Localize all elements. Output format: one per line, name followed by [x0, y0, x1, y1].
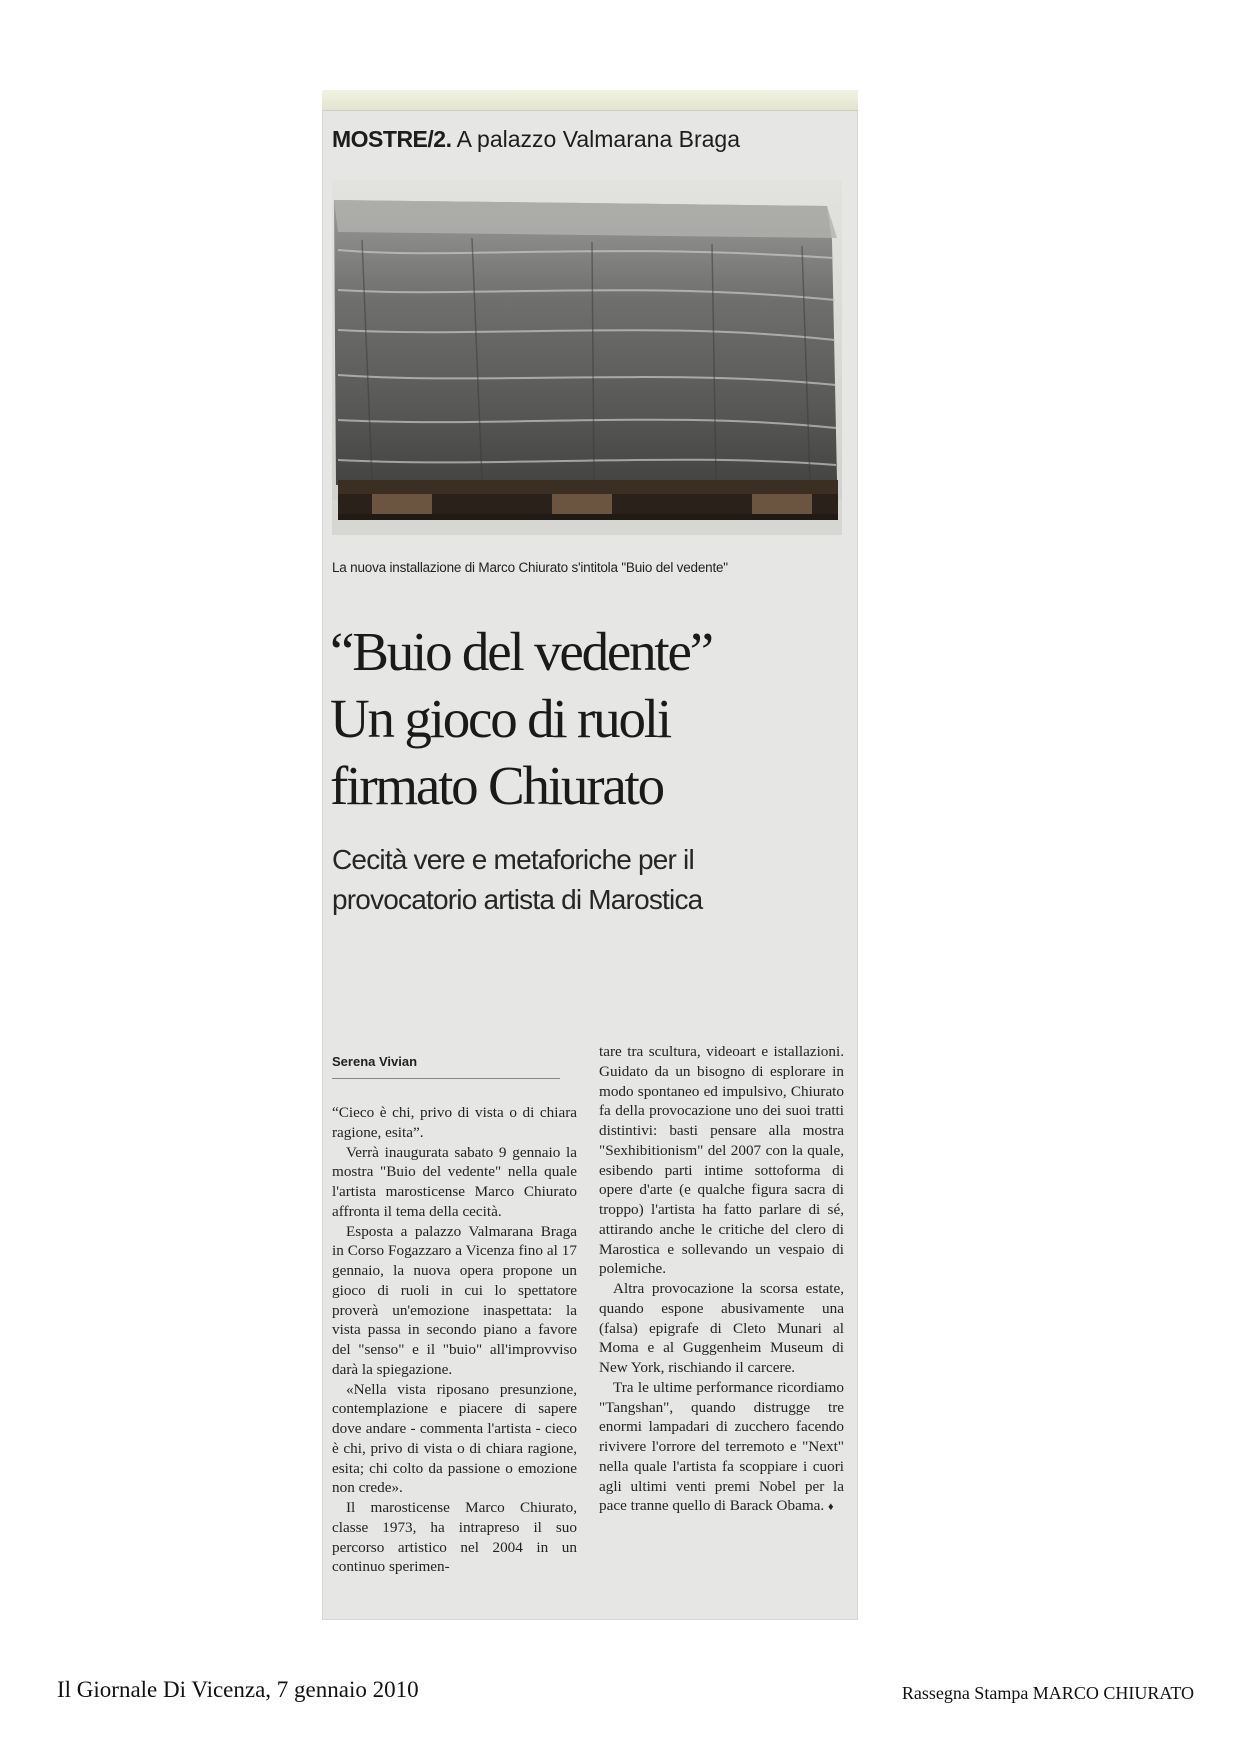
article-column-1 — [332, 1103, 577, 1577]
paragraph-text: Tra le ultime performance ricordiamo "Tangshan", quando distrugge tre enormi lampadari di zucchero facendo rivivere l'orrore del terremoto e "Next" nella quale l'artista fa scoppiare i cuori agli ultimi venti premi Nobel per la pace tranne quello di Barack Obama. — [599, 1378, 844, 1515]
subheadline — [332, 840, 852, 920]
newspaper-clipping — [322, 90, 858, 1620]
paragraph: “Cieco è chi, privo di vista o di chiara ragione, esita”. — [332, 1104, 577, 1141]
photo-caption: La nuova installazione di Marco Chiurato s'intitola "Buio del vedente" — [332, 560, 728, 575]
byline: Serena Vivian — [332, 1054, 418, 1069]
paragraph: Altra provocazione la scorsa estate, quando espone abusivamente una (falsa) epigrafe di Cleto Munari al Moma e al Guggenheim Museum di New York, rischiando il carcere. — [599, 1280, 844, 1376]
paragraph: «Nella vista riposano presunzione, contemplazione e piacere di sapere dove andare - commenta l'artista - cieco è chi, privo di vista o di chiara ragione, esita; chi colto da passione o emozione non crede». — [332, 1380, 577, 1497]
end-mark-icon: ♦ — [827, 1501, 834, 1514]
installation-photo — [332, 180, 842, 535]
kicker-text: A palazzo Valmarana Braga — [456, 126, 741, 152]
subheadline-line: Cecità vere e metaforiche per il — [332, 844, 694, 875]
headline-line: “Buio del vedente” — [330, 621, 712, 682]
header-band — [322, 90, 858, 111]
section-kicker — [332, 126, 740, 153]
headline-line: Un gioco di ruoli — [330, 688, 670, 749]
kicker-section: MOSTRE/2. — [332, 126, 452, 152]
paragraph: Esposta a palazzo Valmarana Braga in Corso Fogazzaro a Vicenza fino al 17 gennaio, la nuova opera propone un gioco di ruoli in cui lo spettatore proverà un'emozione inaspettata: la vista passa in secondo piano a favore del "senso" e il "buio" all'improvviso darà la spiegazione. — [332, 1222, 577, 1378]
paragraph — [599, 1378, 844, 1518]
subheadline-line: provocatorio artista di Marostica — [332, 884, 703, 915]
paragraph: tare tra scultura, videoart e istallazioni. Guidato da un bisogno di esplorare in modo spontaneo ed impulsivo, Chiurato fa della provocazione uno dei suoi tratti distintivi: basti pensare alla mostra "Sexhibitionism" del 2007 con la quale, esibendo parti intime sottoforma di opere d'arte (e qualche figura sacra di troppo) l'artista ha fatto parlare di sé, attirando anche le critiche del clero di Marostica e sollevando un vespaio di polemiche. — [599, 1043, 844, 1278]
paragraph: Verrà inaugurata sabato 9 gennaio la mostra "Buio del vedente" nella quale l'artista marosticense Marco Chiurato affronta il tema della cecità. — [332, 1143, 577, 1220]
press-review-label: Rassegna Stampa MARCO CHIURATO — [901, 1683, 1194, 1703]
byline-rule — [332, 1078, 560, 1079]
headline-line: firmato Chiurato — [330, 755, 663, 816]
paragraph: Il marosticense Marco Chiurato, classe 1973, ha intrapreso il suo percorso artistico nel 2004 in un continuo sperimen- — [332, 1499, 577, 1576]
article-column-2 — [599, 1042, 844, 1518]
headline — [330, 618, 850, 819]
source-citation: Il Giornale Di Vicenza, 7 gennaio 2010 — [57, 1677, 419, 1702]
